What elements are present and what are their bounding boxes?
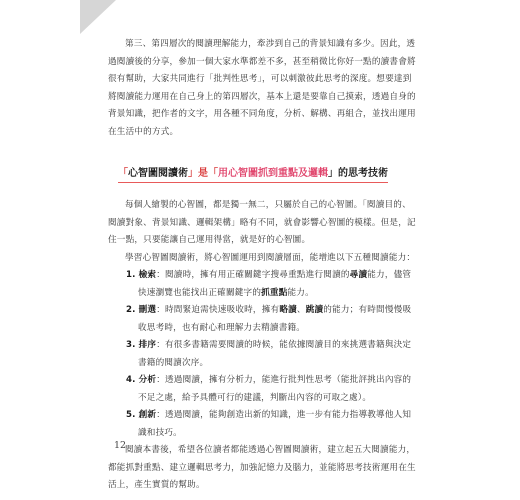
list-item: 4. 分析：透過閱讀，擁有分析力，能進行批判性思考（能批評挑出內容的不足之處，給予具體可行的建議，判斷出內容的可取之處）。: [126, 375, 412, 403]
list-item: 1. 檢索：閱讀時，擁有用正確關鍵字搜尋重點進行閱讀的尋讀能力，儘管快速瀏覽也能找出正確關鍵字的抓重點能力。: [126, 270, 412, 298]
list-item: 5. 創新：透過閱讀，能夠創造出新的知識，進一步有能力指導教導他人知識和技巧。: [126, 410, 412, 438]
heading-close: 」的思考技術: [328, 168, 388, 179]
page-number: 12: [114, 440, 127, 451]
ability-term: 檢索: [138, 270, 157, 280]
list-item: 2. 刪選：時間緊迫需快速吸收時，擁有略讀、跳讀的能力；有時間慢慢吸收思考時，也有耐心和理解力去精讀書籍。: [126, 305, 412, 333]
body-paragraph-1: 每個人繪製的心智圖，都是獨一無二，只屬於自己的心智圖。「閱讀目的、閱讀對象、背景知識、邏輯架構」略有不同，就會影響心智圖的模樣。但是，記住一點，只要能讓自己運用得當，就是好的心智圖。: [108, 200, 416, 245]
ability-term: 刪選: [138, 305, 157, 315]
heading-term-2: 用心智圖抓到重點及邏輯: [218, 168, 328, 179]
page-content: [108, 36, 416, 495]
closing-paragraph: 閱讀本書後，希望各位讀者都能透過心智圖閱讀術，建立起五大閱讀能力，都能抓對重點、建立邏輯思考力，加強記憶力及腦力，並能將思考技術運用在生活上，產生實質的幫助。: [108, 445, 416, 490]
ability-term: 分析: [138, 375, 157, 385]
list-item: 3. 排序：有很多書籍需要閱讀的時候，能依據閱讀目的來挑選書籍與決定書籍的閱讀次序。: [126, 340, 412, 368]
section-heading: [118, 167, 388, 183]
heading-term-1: 心智圖閱讀術: [128, 168, 188, 179]
ability-term: 創新: [138, 410, 157, 420]
intro-paragraph: 第三、第四層次的閱讀理解能力，牽涉到自己的背景知識有多少。因此，透過閱讀後的分享，參加一個大家水準都差不多，甚至稍微比你好一點的讀書會將很有幫助，大家共同進行「批判性思考」，可以刺激彼此思考的深度。想要達到將閱讀能力運用在自己身上的第四層次，基本上還是要靠自己摸索，透過自身的背景知識，把作者的文字，用各種不同角度，分析、解構、再組合，並找出運用在生活中的方式。: [108, 39, 416, 137]
ability-term: 排序: [138, 340, 157, 350]
heading-open-quote: 「: [118, 168, 128, 179]
ability-list: [108, 267, 416, 442]
heading-mid: 」是「: [188, 168, 218, 179]
body-paragraph-2: 學習心智圖閱讀術，將心智圖運用到閱讀層面，能增進以下五種閱讀能力：: [125, 252, 416, 263]
page-corner-tab: [80, 0, 116, 34]
